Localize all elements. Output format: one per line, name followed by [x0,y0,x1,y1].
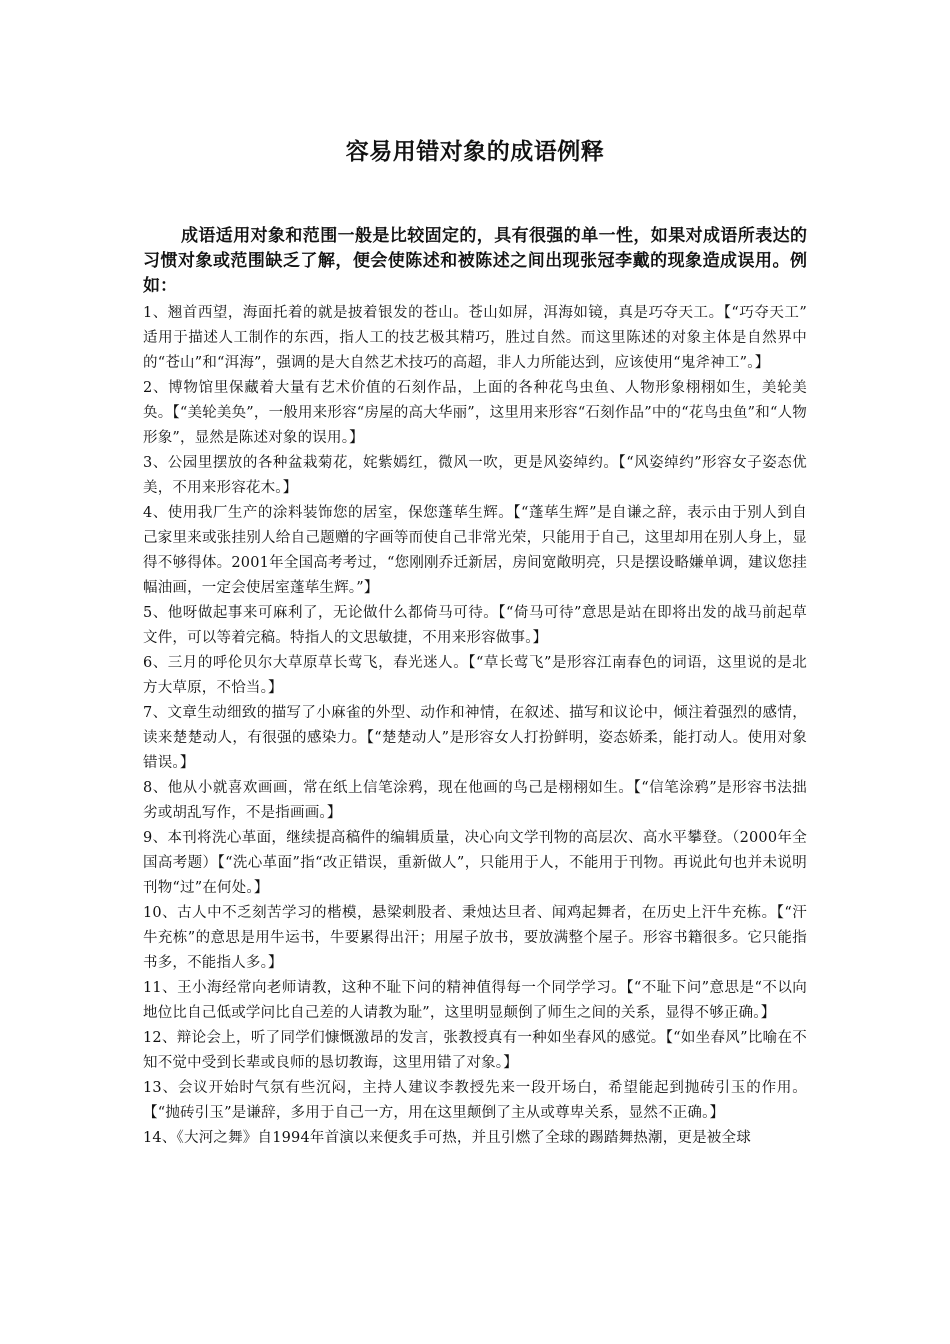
document-body [143,224,807,1151]
example-item-7: 7、文章生动细致的描写了小麻雀的外型、动作和神情，在叙述、描写和议论中，倾注着强烈的感情，读来楚楚动人，有很强的感染力。【“楚楚动人”是形容女人打扮鲜明，姿态娇柔，能打动人。使用对象错误。】 [143,705,807,771]
example-item-4: 4、使用我厂生产的涂料装饰您的居室，保您蓬荜生辉。【“蓬荜生辉”是自谦之辞，表示由于别人到自己家里来或张挂别人给自己题赠的字画等而使自己非常光荣，只能用于自己，这里却用在别人身上，显得不够得体。2001年全国高考考过，“您刚刚乔迁新居，房间宽敞明亮，只是摆设略嫌单调，建议您挂幅油画，一定会使居室蓬荜生辉。”】 [143,505,807,596]
example-item-12: 12、辩论会上，听了同学们慷慨激昂的发言，张教授真有一种如坐春风的感觉。【“如坐春风”比喻在不知不觉中受到长辈或良师的恳切教诲，这里用错了对象。】 [143,1030,807,1071]
example-item-8: 8、他从小就喜欢画画，常在纸上信笔涂鸦，现在他画的鸟己是栩栩如生。【“信笔涂鸦”是形容书法拙劣或胡乱写作，不是指画画。】 [143,780,807,821]
intro-paragraph: 成语适用对象和范围一般是比较固定的，具有很强的单一性，如果对成语所表达的习惯对象或范围缺乏了解，便会使陈述和被陈述之间出现张冠李戴的现象造成误用。例如： [143,226,807,296]
example-item-10: 10、古人中不乏刻苦学习的楷模，悬梁刺股者、秉烛达旦者、闻鸡起舞者，在历史上汗牛充栋。【“汗牛充栋”的意思是用牛运书，牛要累得出汗；用屋子放书，要放满整个屋子。形容书籍很多。它只能指书多，不能指人多。】 [143,905,807,971]
example-item-1: 1、翘首西望，海面托着的就是披着银发的苍山。苍山如屏，洱海如镜，真是巧夺天工。【“巧夺天工” 适用于描述人工制作的东西，指人工的技艺极其精巧，胜过自然。而这里陈述的对象主体是自然界中的“苍山”和“洱海”，强调的是大自然艺术技巧的高超，非人力所能达到，应该使用“鬼斧神工”。】 [143,305,807,371]
example-item-6: 6、三月的呼伦贝尔大草原草长莺飞，春光迷人。【“草长莺飞”是形容江南春色的词语，这里说的是北方大草原，不恰当。】 [143,655,807,696]
document-title: 容易用错对象的成语例释 [345,139,605,165]
example-item-5: 5、他呀做起事来可麻利了，无论做什么都倚马可待。【“倚马可待”意思是站在即将出发的战马前起草文件，可以等着完稿。特指人的文思敏捷，不用来形容做事。】 [143,605,807,646]
example-item-2: 2、博物馆里保藏着大量有艺术价值的石刻作品，上面的各种花鸟虫鱼、人物形象栩栩如生，美轮美奂。【“美轮美奂”，一般用来形容“房屋的高大华丽”，这里用来形容“石刻作品”中的“花鸟虫鱼”和“人物形象”，显然是陈述对象的误用。】 [143,380,807,446]
example-item-14: 14、《大河之舞》自1994年首演以来便炙手可热，并且引燃了全球的踢踏舞热潮，更是被全球 [143,1130,751,1146]
example-item-9: 9、本刊将洗心革面，继续提高稿件的编辑质量，决心向文学刊物的高层次、高水平攀登。（2000年全国高考题）【“洗心革面”指“改正错误，重新做人”，只能用于人，不能用于刊物。再说此句也并未说明刊物“过”在何处。】 [143,830,807,896]
example-item-3: 3、公园里摆放的各种盆栽菊花，姹紫嫣红，微风一吹，更是风姿绰约。【“风姿绰约”形容女子姿态优美，不用来形容花木。】 [143,455,807,496]
example-item-11: 11、王小海经常向老师请教，这种不耻下问的精神值得每一个同学学习。【“不耻下问”意思是“不以向地位比自己低或学问比自己差的人请教为耻”，这里明显颠倒了师生之间的关系，显得不够正确。】 [143,980,807,1021]
example-item-13: 13、会议开始时气氛有些沉闷，主持人建议李教授先来一段开场白，希望能起到抛砖引玉的作用。【“抛砖引玉”是谦辞，多用于自己一方，用在这里颠倒了主从或尊卑关系，显然不正确。】 [143,1080,807,1121]
